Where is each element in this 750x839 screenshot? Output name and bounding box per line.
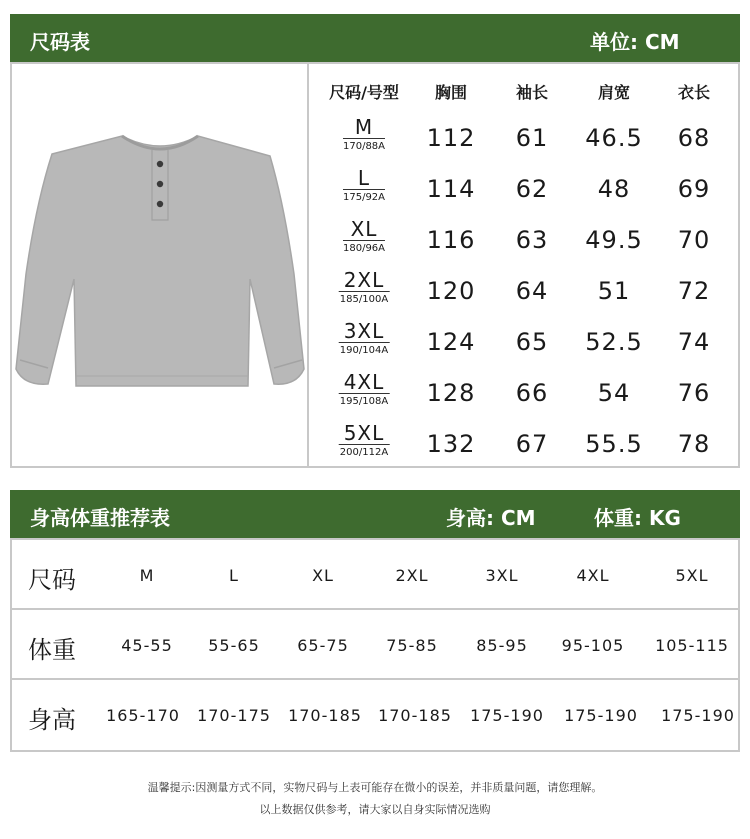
length-value: 74	[677, 328, 711, 356]
shoulder-value: 55.5	[585, 430, 643, 458]
size-cell: 2XL	[395, 566, 429, 585]
length-value: 69	[677, 175, 711, 203]
height-cell: 165-170	[106, 706, 180, 725]
sleeve-value: 61	[515, 124, 549, 152]
chest-value: 124	[426, 328, 476, 356]
size-label: M 170/88A	[342, 115, 386, 152]
weight-cell: 85-95	[476, 636, 528, 655]
table-row	[12, 540, 738, 610]
length-value: 78	[677, 430, 711, 458]
table-row	[309, 114, 738, 165]
recommend-title: 身高体重推荐表	[30, 506, 170, 530]
size-cell: XL	[312, 566, 334, 585]
weight-cell: 45-55	[121, 636, 173, 655]
chest-value: 132	[426, 430, 476, 458]
recommend-panel	[10, 538, 740, 752]
height-cell: 175-190	[470, 706, 544, 725]
row-label-size: 尺码	[28, 566, 76, 594]
size-label: L 175/92A	[342, 166, 386, 203]
size-label: 2XL 185/100A	[339, 268, 389, 305]
table-row	[309, 216, 738, 267]
size-chart-unit: 单位: CM	[590, 30, 680, 54]
table-row	[309, 420, 738, 471]
shoulder-value: 49.5	[585, 226, 643, 254]
size-chart-header	[10, 14, 740, 62]
height-unit: 身高: CM	[446, 506, 536, 530]
shoulder-value: 46.5	[585, 124, 643, 152]
size-chart-title: 尺码表	[30, 30, 90, 54]
col-header-shoulder: 肩宽	[597, 83, 631, 102]
table-row	[309, 318, 738, 369]
table-row	[12, 680, 738, 750]
sleeve-value: 66	[515, 379, 549, 407]
size-cell: 5XL	[675, 566, 709, 585]
height-cell: 170-175	[197, 706, 271, 725]
size-cell: 3XL	[485, 566, 519, 585]
weight-unit: 体重: KG	[594, 506, 681, 530]
size-chart-panel	[10, 62, 740, 468]
weight-cell: 95-105	[561, 636, 625, 655]
table-row	[309, 369, 738, 420]
table-row	[309, 165, 738, 216]
length-value: 76	[677, 379, 711, 407]
note-line-1: 温馨提示:因测量方式不同，实物尺码与上表可能存在微小的误差，并非质量问题，请您理解。	[147, 781, 603, 794]
henley-shirt-image	[12, 64, 307, 466]
product-image	[12, 64, 309, 466]
size-cell: 4XL	[576, 566, 610, 585]
sleeve-value: 62	[515, 175, 549, 203]
sleeve-value: 65	[515, 328, 549, 356]
sleeve-value: 67	[515, 430, 549, 458]
shoulder-value: 48	[597, 175, 631, 203]
chest-value: 114	[426, 175, 476, 203]
size-label: XL 180/96A	[342, 217, 386, 254]
recommend-header	[10, 490, 740, 538]
row-label-weight: 体重	[28, 636, 76, 664]
size-cell: L	[229, 566, 239, 585]
size-label: 4XL 195/108A	[339, 370, 389, 407]
height-cell: 175-190	[661, 706, 735, 725]
col-header-size: 尺码/号型	[329, 83, 399, 102]
note-line-2: 以上数据仅供参考，请大家以自身实际情况选购	[259, 803, 491, 816]
chest-value: 116	[426, 226, 476, 254]
weight-cell: 75-85	[386, 636, 438, 655]
weight-cell: 55-65	[208, 636, 260, 655]
shoulder-value: 54	[597, 379, 631, 407]
col-header-chest: 胸围	[434, 83, 468, 102]
weight-cell: 105-115	[655, 636, 729, 655]
sleeve-value: 63	[515, 226, 549, 254]
height-cell: 175-190	[564, 706, 638, 725]
weight-cell: 65-75	[297, 636, 349, 655]
height-cell: 170-185	[288, 706, 362, 725]
size-label: 5XL 200/112A	[339, 421, 389, 458]
size-table	[309, 64, 738, 466]
table-row	[309, 267, 738, 318]
height-cell: 170-185	[378, 706, 452, 725]
chest-value: 128	[426, 379, 476, 407]
size-label: 3XL 190/104A	[339, 319, 389, 356]
size-cell: M	[139, 566, 155, 585]
col-header-length: 衣长	[677, 83, 711, 102]
col-header-sleeve: 袖长	[515, 83, 549, 102]
shoulder-value: 51	[597, 277, 631, 305]
row-label-height: 身高	[28, 706, 76, 734]
shoulder-value: 52.5	[585, 328, 643, 356]
chest-value: 120	[426, 277, 476, 305]
length-value: 70	[677, 226, 711, 254]
length-value: 68	[677, 124, 711, 152]
table-row	[12, 610, 738, 680]
length-value: 72	[677, 277, 711, 305]
sleeve-value: 64	[515, 277, 549, 305]
chest-value: 112	[426, 124, 476, 152]
